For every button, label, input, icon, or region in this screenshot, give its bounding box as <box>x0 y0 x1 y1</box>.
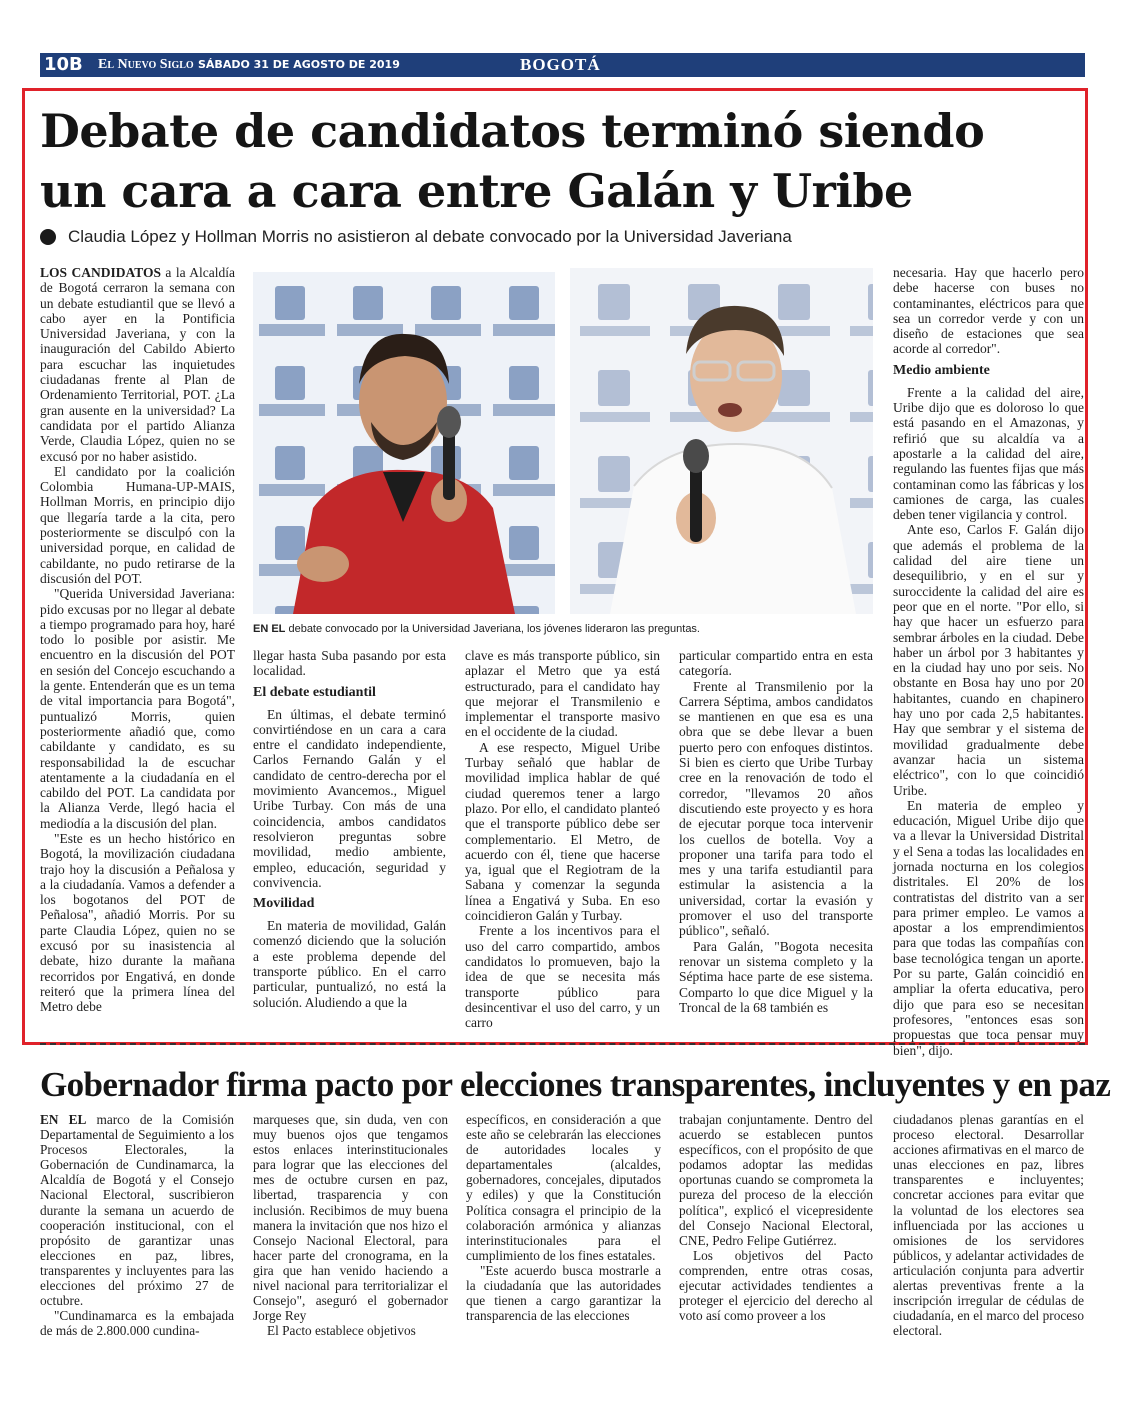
paragraph: ciudadanos plenas garantías en el proceso electoral. Desarrollar acciones afirmativas en el marco de unas elecciones en paz, libres transparentes e incluyentes; concretar acciones para evitar que la voluntad de los electores sea influenciada por las acciones u omisiones de los servidores públicos, y adelantar actividades de articulación conjunta para advertir alertas preventivas frente a la inscripción irregular de cédulas de ciudadanía, en el marco del proceso electoral. <box>893 1112 1084 1339</box>
article-column-1 <box>40 265 235 1033</box>
paragraph: trabajan conjuntamente. Dentro del acuerdo se establecen puntos específicos, con el propósito de que podamos adoptar las medidas oportunas cuando se comprometa la pureza del proceso de la elección política", explicó el vicepresidente del Consejo Nacional Electoral, CNE, Pedro Felipe Gutiérrez. <box>679 1112 873 1248</box>
article-column-3 <box>465 648 660 1033</box>
caption-lead: EN EL <box>253 623 286 635</box>
newspaper-name: El Nuevo Siglo <box>98 57 194 72</box>
lead-words: LOS CANDIDATOS <box>40 265 161 280</box>
paragraph: particular compartido entra en esta categoría. <box>679 648 873 679</box>
issue-date: SÁBADO 31 DE AGOSTO DE 2019 <box>198 58 400 71</box>
paragraph: El Pacto establece objetivos <box>267 1323 416 1339</box>
paragraph: específicos, en consideración a que este año se celebrarán las elecciones de autoridades locales y departamentales (alcaldes, gobernadores, concejales, diputados y ediles) y que la Constitución Política consagra el principio de la colaboración armónica y alianzas interinstitucionales para el cumplimiento de los fines estatales. <box>466 1112 661 1263</box>
paragraph: llegar hasta Suba pasando por esta localidad. <box>253 648 446 679</box>
second-article-column-3 <box>466 1112 661 1382</box>
paragraph: A ese respecto, Miguel Uribe Turbay señaló que hablar de movilidad implica hablar de qué ciudad queremos tener a largo plazo. Por ello, el candidato planteó que el transporte público debe ser complementario. El Metro, de acuerdo con él, tiene que hacerse ya, igual que el Regiotram de la Sabana y comenzar la segunda línea a Engativá y Suba. En eso coincidieron Galán y Turbay. <box>465 739 660 924</box>
paragraph: marqueses que, sin duda, ven con muy buenos ojos que tengamos estos enlaces interinstitucionales para lograr que las elecciones del mes de octubre cursen en paz, libertad, trasparencia y con inclusión. Recibimos de muy buena manera la invitación que nos hizo el Consejo Nacional Electoral, para hacer parte del cronograma, en la gira que han venido haciendo a nivel nacional para territorializar el Consejo", aseguró el gobernador Jorge Rey <box>253 1112 448 1324</box>
article-headline-line2: un cara a cara entre Galán y Uribe <box>40 164 913 218</box>
paragraph: Frente a la calidad del aire, Uribe dijo que es doloroso lo que está pasando en el Amazonas, y refirió que su alcaldía va a apostarle a la calidad del aire, regulando las fuentes fijas que más contaminan como las fábricas y los camiones de carga, las cuales deben tener vigilancia y control. <box>893 384 1084 523</box>
paragraph: necesaria. Hay que hacerlo pero debe hacerse con buses no contaminantes, eléctricos para que sea un corredor verde y con un diseño de estaciones que sea acorde al corredor". <box>893 265 1084 357</box>
second-article-column-2 <box>253 1112 448 1382</box>
paragraph: "Querida Universidad Javeriana: pido excusas por no llegar al debate a tiempo programado para hoy, haré todo lo posible por asistir. Me encuentro en la discusión del POT en sesión del Concejo escuchando a la gente. Entenderán que es un tema de vital importancia para Bogotá", puntualizó Morris, quien posteriormente añadió que, como cabildante y candidato, es su responsabilidad la de escuchar atentamente a la ciudadanía en el cabildo del POT. La candidata por la Alianza Verde, llegó hacia el mediodía a la discusión del plan. <box>40 586 235 831</box>
paragraph: Frente al Transmilenio por la Carrera Séptima, ambos candidatos se mantienen en que esa es una obra que se debe llevar a buen puerto pero con enfoques distintos. Si bien es cierto que Uribe Turbay cree en la renovación de todo el corredor, "llevamos 20 años discutiendo este proyecto y es hora de ejecutar porque toca intervenir los cuellos de botella. Voy a proponer una tarifa para todo el mes y una tarifa estudiantil para estimular la asistencia a la universidad, cortar la evasión y promover el uso del transporte público", señaló. <box>679 678 873 939</box>
paragraph-text: a la Alcaldía de Bogotá cerraron la semana con un debate estudiantil que se llevó a cabo ayer en la Pontificia Universidad Javeriana, y con la inauguración del Cabildo Abierto para escuchar las inquietudes ciudadanas frente al Plan de Ordenamiento Territorial, POT. ¿La gran ausente en la universidad? La candidata por el partido Alianza Verde, Claudia López, quien no se excusó por no haber asistido. <box>40 265 235 464</box>
section-subheading: Medio ambiente <box>893 362 990 378</box>
caption-text: debate convocado por la Universidad Javeriana, los jóvenes lideraron las preguntas. <box>285 623 700 635</box>
paragraph: "Este es un hecho histórico en Bogotá, la movilización ciudadana trajo hoy la discusión a Peñalosa y a la ciudadanía. Vamos a defender a los bogotanos del POT de Peñalosa", añadió Morris. Por su parte Claudia López, quien no se excusó por su inasistencia al debate, hizo durante la mañana recorridos por Engativá, en donde reiteró que la primera línea del Metro debe <box>40 830 235 1015</box>
second-article-column-4 <box>679 1112 873 1382</box>
paragraph: En últimas, el debate terminó convirtiéndose en un cara a cara entre el candidato independiente, Carlos Fernando Galán y el candidato de centro-derecha por el movimiento Avancemos., Miguel Uribe Turbay. Con más de una coincidencia, ambos candidatos resolvieron preguntas sobre movilidad, medio ambiente, empleo, educación, seguridad y convivencia. <box>253 706 446 890</box>
paragraph: En materia de movilidad, Galán comenzó diciendo que la solución a este problema depende del transporte público. En el carro particular, puntualizó, no está la solución. Aludiendo a que la <box>253 918 446 1010</box>
second-article-column-1 <box>40 1112 234 1382</box>
photo-galan-illustration <box>253 272 555 614</box>
bullet-icon <box>40 229 56 245</box>
paragraph: "Cundinamarca es la embajada de más de 2.800.000 cundina- <box>40 1308 234 1339</box>
second-article-column-5 <box>893 1112 1084 1382</box>
paragraph: Los objetivos del Pacto comprenden, entre otras cosas, ejecutar actividades tendientes a proteger el ejercicio del derecho al voto así como proveer a los <box>679 1247 873 1324</box>
paragraph-text: marco de la Comisión Departamental de Seguimiento a los Procesos Electorales, la Gobernación de Cundinamarca, la Alcaldía de Bogotá y el Consejo Nacional Electoral, suscribieron durante la semana un acuerdo de cooperación institucional, con el propósito de garantizar unas elecciones en paz, libres, transparentes y incluyentes para las elecciones del próximo 27 de octubre. <box>40 1112 234 1309</box>
photo-uribe-illustration <box>570 268 873 614</box>
paragraph: clave es más transporte público, sin aplazar el Metro que ya está estructurado, para el candidato hay que mejorar el Transmilenio e implementar el transporte masivo en el occidente de la ciudad. <box>465 648 660 740</box>
paragraph <box>40 265 235 464</box>
lead-words: EN EL <box>40 1112 87 1127</box>
paragraph: En materia de empleo y educación, Miguel Uribe dijo que va a llevar la Universidad Distrital y el Sena a todas las localidades en jornada nocturna en los colegios distritales. El 20% de los contratistas del distrito van a ser para primer empleo. Le vamos a apostar a los emprendimientos para que todas las compañías con base tecnológica tengan un aporte. Por su parte, Galán coincidió en ampliar la oferta educativa, pero dijo que para eso se necesitan profesores, "entonces esas son propuestas que toca pensar muy bien", dijo. <box>893 797 1084 1058</box>
section-name: BOGOTÁ <box>520 55 601 74</box>
article-subhead: Claudia López y Hollman Morris no asistieron al debate convocado por la Universidad Javeriana <box>68 227 792 246</box>
page-number: 10B <box>44 54 83 75</box>
article-column-4 <box>679 648 873 1033</box>
photo-candidate-galan <box>253 272 555 614</box>
paragraph: "Este acuerdo busca mostrarle a la ciudadanía que las autoridades que tienen a cargo garantizar la transparencia de las elecciones <box>466 1262 661 1324</box>
article-column-2 <box>253 648 446 1033</box>
paragraph <box>40 1112 234 1308</box>
second-article-headline: Gobernador firma pacto por elecciones transparentes, incluyentes y en paz <box>40 1065 1111 1104</box>
section-subheading: Movilidad <box>253 896 315 912</box>
article-headline-line1: Debate de candidatos terminó siendo <box>40 104 985 158</box>
photo-caption <box>253 622 883 636</box>
section-subheading: El debate estudiantil <box>253 684 376 700</box>
article-column-5 <box>893 265 1084 1058</box>
paragraph: Ante eso, Carlos F. Galán dijo que además el problema de la calidad del aire tiene un desequilibrio, y en el sur y suroccidente la calidad del aire es peor que en el norte. "Por ello, si hay que hacer un esfuerzo para sembrar árboles en la ciudad. Debe haber un árbol por 3 habitantes y en la ciudad hay uno por seis. No obstante en Bosa hay uno por 20 habitantes, cuando en chapinero hay uno por cada 2,5 habitantes. Hay que sembrar y el sistema de movilidad gradualmente debe avanzar hacia un sistema eléctrico", con lo que coincidió Uribe. <box>893 522 1084 798</box>
paragraph: Para Galán, "Bogota necesita renovar un sistema completo y la Séptima hace parte de ese sistema. Comparto lo que dice Miguel y la Troncal de la 68 también es <box>679 938 873 1015</box>
paragraph: El candidato por la coalición Colombia Humana-UP-MAIS, Hollman Morris, en principio dijo que llegaría tarde a la cita, pero posteriormente se disculpó con la universidad porque, en calidad de cabildante, no pudo retirarse de la discusión del POT. <box>40 463 235 586</box>
photo-candidate-uribe <box>570 268 873 614</box>
article-separator <box>40 1043 1085 1045</box>
paragraph: Frente a los incentivos para el uso del carro compartido, ambos candidatos lo promueven, bajo la idea de que se necesita más transporte público para desincentivar el uso del carro, y un carro <box>465 923 660 1031</box>
